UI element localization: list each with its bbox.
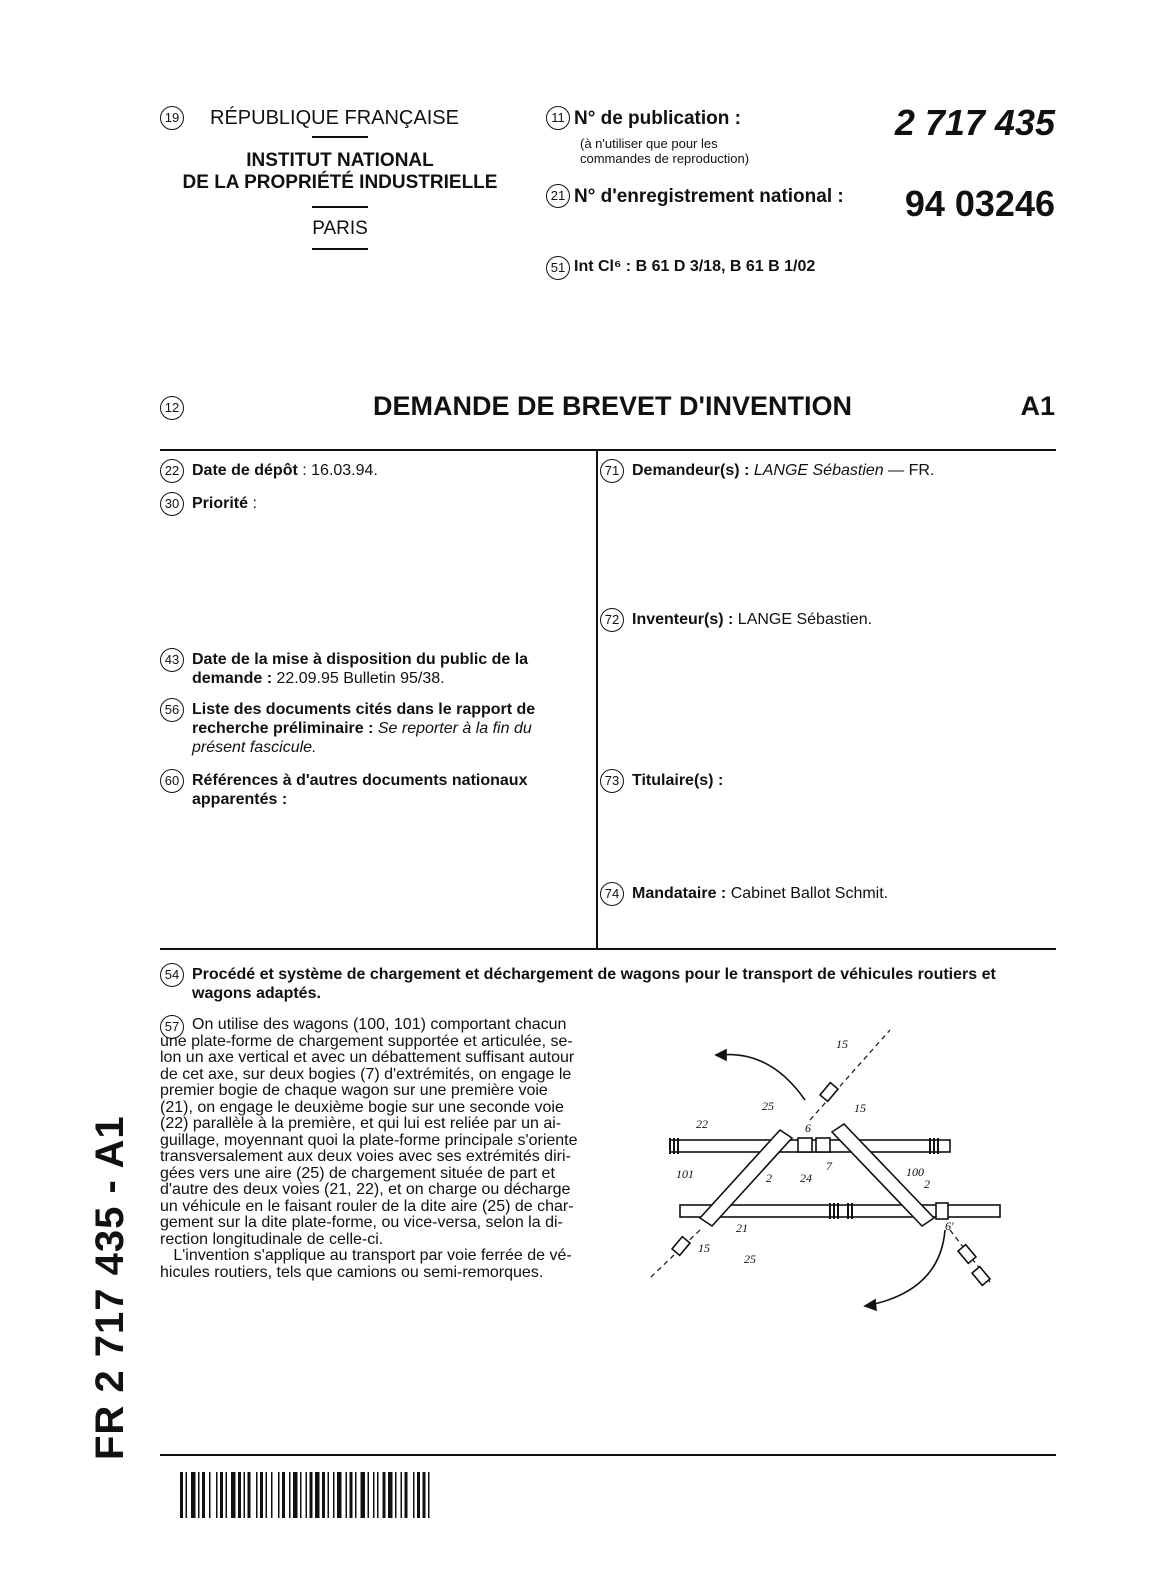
holder-field: 73 Titulaire(s) : xyxy=(600,771,723,793)
barcode-bar xyxy=(337,1472,342,1518)
barcode-bar xyxy=(413,1472,415,1518)
divider xyxy=(312,206,368,208)
barcode-bar xyxy=(368,1472,370,1518)
barcode xyxy=(180,1472,560,1518)
barcode-bar xyxy=(361,1472,366,1518)
label-22: 22 xyxy=(696,1117,708,1131)
barcode-bar xyxy=(260,1472,263,1518)
barcode-bar xyxy=(209,1472,211,1518)
barcode-bar xyxy=(244,1472,246,1518)
barcode-bar xyxy=(405,1472,408,1518)
agent-field: 74 Mandataire : Cabinet Ballot Schmit. xyxy=(600,884,888,906)
abstract-line: gées vers une aire (25) de chargement située de part et xyxy=(160,1164,555,1182)
barcode-bar xyxy=(417,1472,420,1518)
barcode-bar xyxy=(198,1472,200,1518)
abstract-line: de cet axe, sur deux bogies (7) d'extrémités, on engage le xyxy=(160,1065,572,1083)
label-25: 25 xyxy=(762,1099,774,1113)
barcode-bar xyxy=(355,1472,357,1518)
city: PARIS xyxy=(312,218,368,239)
registration-number: 94 03246 xyxy=(904,183,1055,224)
abstract-line: un véhicule en le faisant rouler de la dite aire (25) de char- xyxy=(160,1197,574,1215)
side-publication-id: FR 2 717 435 - A1 xyxy=(88,1115,132,1460)
publication-number: 2 717 435 xyxy=(894,102,1055,143)
abstract-line: premier bogie de chaque wagon sur une première voie xyxy=(160,1082,548,1099)
label-15: 15 xyxy=(836,1037,848,1051)
label-21: 21 xyxy=(736,1221,748,1235)
barcode-bar xyxy=(333,1472,335,1518)
barcode-bar xyxy=(202,1472,205,1518)
institute-name: INSTITUT NATIONAL DE LA PROPRIÉTÉ INDUSTRIELLE xyxy=(182,150,498,193)
filing-date-field: 22 Date de dépôt : 16.03.94. xyxy=(160,461,378,483)
barcode-bar xyxy=(306,1472,308,1518)
publication-number-field: 11 N° de publication : xyxy=(546,108,741,130)
barcode-bar xyxy=(282,1472,285,1518)
patent-drawing xyxy=(640,1020,1060,1320)
abstract-line: transversalement aux deux voies avec ses extrémités diri- xyxy=(160,1148,571,1165)
barcode-bar xyxy=(328,1472,330,1518)
barcode-bar xyxy=(180,1472,183,1518)
cited-documents-field: 56 Liste des documents cités dans le rapport de recherche préliminaire : Se reporter à la fin du présent fascicule. xyxy=(160,700,535,757)
abstract-line: gement sur la dite plate-forme, ou vice-versa, selon la di- xyxy=(160,1214,563,1231)
barcode-bar xyxy=(310,1472,313,1518)
divider xyxy=(312,136,368,138)
applicant-field: 71 Demandeur(s) : LANGE Sébastien — FR. xyxy=(600,461,934,483)
barcode-bar xyxy=(248,1472,251,1518)
label-24: 24 xyxy=(800,1171,812,1185)
registration-field: 21 N° d'enregistrement national : xyxy=(546,186,844,208)
abstract-line: (22) parallèle à la première, et qui lui est reliée par un ai- xyxy=(160,1115,562,1132)
label-15: 15 xyxy=(698,1241,710,1255)
abstract-line: (21), on engage le deuxième bogie sur une seconde voie xyxy=(160,1098,564,1116)
barcode-bar xyxy=(395,1472,397,1518)
barcode-bar xyxy=(322,1472,325,1518)
label-15: 15 xyxy=(854,1101,866,1115)
label-6-prime: 6' xyxy=(945,1219,954,1233)
kind-code: A1 xyxy=(1020,391,1055,421)
footer-rule xyxy=(160,1454,1056,1456)
code-57: 57 xyxy=(160,1015,184,1039)
abstract-line: hicules routiers, tels que camions ou semi-remorques. xyxy=(160,1263,544,1281)
barcode-bar xyxy=(293,1472,298,1518)
label-6: 6 xyxy=(805,1121,811,1135)
barcode-bar xyxy=(256,1472,258,1518)
barcode-bar xyxy=(383,1472,386,1518)
barcode-bar xyxy=(216,1472,218,1518)
abstract-line: guillage, moyennant quoi la plate-forme principale s'oriente xyxy=(160,1131,578,1149)
barcode-bar xyxy=(377,1472,379,1518)
table-bottom-rule xyxy=(160,948,1056,950)
barcode-bar xyxy=(271,1472,273,1518)
int-classification: 51 Int Cl⁶ : B 61 D 3/18, B 61 B 1/02 xyxy=(546,258,815,280)
barcode-bar xyxy=(388,1472,393,1518)
barcode-bar xyxy=(346,1472,348,1518)
label-25: 25 xyxy=(744,1252,756,1266)
label-7: 7 xyxy=(826,1159,832,1173)
label-2: 2 xyxy=(766,1171,772,1185)
code-19: 19 xyxy=(160,106,184,130)
invention-title: 54 Procédé et système de chargement et déchargement de wagons pour le transport de véhicules routiers et wagons adaptés. xyxy=(160,965,1060,1003)
barcode-bar xyxy=(278,1472,280,1518)
barcode-bar xyxy=(401,1472,403,1518)
document-title: DEMANDE DE BREVET D'INVENTION xyxy=(373,391,852,421)
barcode-bar xyxy=(423,1472,426,1518)
abstract-line: On utilise des wagons (100, 101) comportant chacun xyxy=(192,1016,567,1033)
abstract xyxy=(160,1017,600,1281)
abstract-line: rection longitudinale de celle-ci. xyxy=(160,1230,384,1248)
barcode-bar xyxy=(289,1472,291,1518)
barcode-bar xyxy=(186,1472,188,1518)
barcode-bar xyxy=(350,1472,353,1518)
related-documents-field: 60 Références à d'autres documents nationaux apparentés : xyxy=(160,771,527,809)
barcode-bar xyxy=(266,1472,268,1518)
country-name: RÉPUBLIQUE FRANÇAISE xyxy=(210,107,459,129)
label-2: 2 xyxy=(924,1177,930,1191)
abstract-line: une plate-forme de chargement supportée et articulée, se- xyxy=(160,1032,573,1050)
barcode-bar xyxy=(315,1472,320,1518)
table-top-rule xyxy=(160,449,1056,451)
barcode-bar xyxy=(220,1472,223,1518)
barcode-bar xyxy=(226,1472,228,1518)
abstract-line: lon un axe vertical et avec un débattement suffisant autour xyxy=(160,1049,575,1066)
divider xyxy=(312,248,368,250)
publication-note: (à n'utiliser que pour les commandes de reproduction) xyxy=(580,136,750,166)
priority-field: 30 Priorité : xyxy=(160,494,257,516)
publication-date-field: 43 Date de la mise à disposition du public de la demande : 22.09.95 Bulletin 95/38. xyxy=(160,650,528,688)
barcode-bar xyxy=(373,1472,375,1518)
inventor-field: 72 Inventeur(s) : LANGE Sébastien. xyxy=(600,610,872,632)
code-12: 12 xyxy=(160,396,184,420)
barcode-bar xyxy=(428,1472,430,1518)
barcode-bar xyxy=(231,1472,236,1518)
barcode-bar xyxy=(300,1472,302,1518)
barcode-bar xyxy=(191,1472,196,1518)
abstract-line: d'autre des deux voies (21, 22), et on charge ou décharge xyxy=(160,1181,571,1198)
abstract-line: L'invention s'applique au transport par voie ferrée de vé- xyxy=(160,1247,572,1264)
barcode-bar xyxy=(238,1472,241,1518)
label-100: 100 xyxy=(906,1165,924,1179)
column-divider xyxy=(596,450,598,948)
label-101: 101 xyxy=(676,1167,694,1181)
